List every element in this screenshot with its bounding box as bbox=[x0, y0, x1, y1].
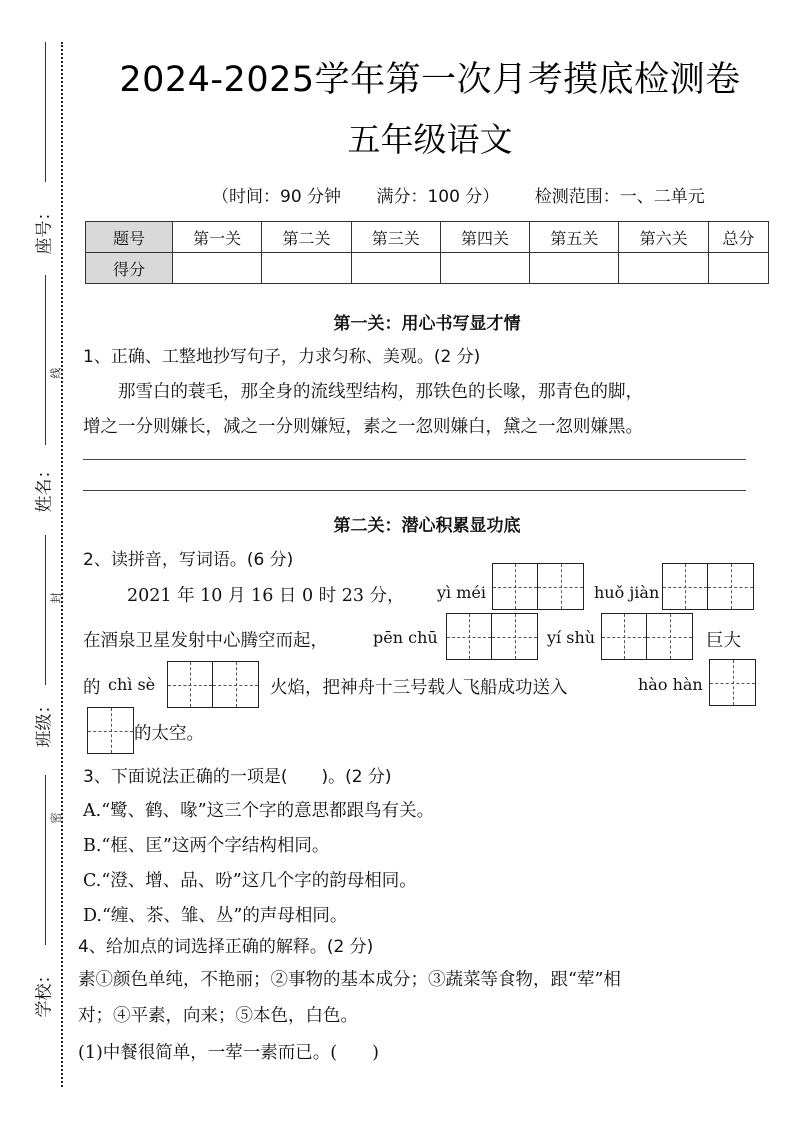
q3-option-d: D.“缠、茶、雏、丛”的声母相同。 bbox=[83, 906, 348, 926]
question-2: 2、读拼音，写词语。(6 分) bbox=[83, 550, 294, 570]
write-grid-penchu[interactable] bbox=[446, 613, 538, 660]
time-info: （时间：90 分钟 bbox=[212, 187, 342, 207]
score-entry-cell[interactable] bbox=[440, 253, 529, 284]
answer-line-1[interactable] bbox=[83, 459, 746, 460]
question-1: 1、正确、工整地抄写句子，力求匀称、美观。(2 分) bbox=[83, 347, 481, 367]
write-grid-haohan-1[interactable] bbox=[709, 659, 756, 706]
q4-definitions-line-2: 对；④平素，向来；⑤本色，白色。 bbox=[78, 1006, 358, 1026]
write-grid-yimei[interactable] bbox=[492, 563, 584, 610]
section2-title: 第二关：潜心积累显功底 bbox=[333, 516, 521, 536]
score-table-score-row bbox=[86, 253, 769, 284]
score-entry-cell[interactable] bbox=[530, 253, 619, 284]
write-grid-huojian[interactable] bbox=[662, 563, 754, 610]
score-entry-cell[interactable] bbox=[619, 253, 708, 284]
binding-dotted-line bbox=[61, 42, 63, 1087]
copy-sentence-line-2: 增之一分则嫌长，减之一分则嫌短，素之一忽则嫌白，黛之一忽则嫌黑。 bbox=[83, 417, 643, 437]
pinyin-chise: chì sè bbox=[108, 675, 156, 694]
question-3: 3、下面说法正确的一项是( )。(2 分) bbox=[83, 767, 392, 787]
score-info: 满分：100 分） bbox=[376, 187, 500, 207]
section1-title: 第一关：用心书写显才情 bbox=[333, 314, 521, 334]
score-table-header-row bbox=[86, 222, 769, 253]
seat-label: 座号： bbox=[34, 203, 55, 255]
name-label: 姓名： bbox=[34, 461, 55, 513]
pinyin-text-line-2-end: 巨大 bbox=[706, 631, 741, 651]
pinyin-text-line-4: 的太空。 bbox=[134, 724, 204, 744]
score-table-cell: 第一关 bbox=[173, 222, 262, 253]
score-entry-cell[interactable] bbox=[708, 253, 768, 284]
pinyin-huojian: huǒ jiàn bbox=[594, 583, 660, 602]
q3-option-a: A.“鹭、鹤、喙”这三个字的意思都跟鸟有关。 bbox=[83, 801, 435, 821]
question-4: 4、给加点的词选择正确的解释。(2 分) bbox=[78, 937, 374, 957]
seal-mark-xian: 线 bbox=[49, 367, 63, 379]
score-table-cell: 第二关 bbox=[262, 222, 351, 253]
pinyin-text-line-3-mid: 火焰，把神舟十三号载人飞船成功送入 bbox=[270, 678, 568, 698]
score-row-label: 得分 bbox=[86, 253, 173, 284]
q3-option-b: B.“框、匡”这两个字结构相同。 bbox=[83, 836, 330, 856]
score-entry-cell[interactable] bbox=[173, 253, 262, 284]
score-table-cell: 第四关 bbox=[440, 222, 529, 253]
pinyin-text-line-2: 在酒泉卫星发射中心腾空而起， bbox=[83, 631, 328, 651]
score-table-cell: 第六关 bbox=[619, 222, 708, 253]
school-label: 学校： bbox=[34, 966, 55, 1018]
class-label: 班级： bbox=[34, 696, 55, 748]
range-info: 检测范围：一、二单元 bbox=[534, 187, 705, 207]
exam-meta bbox=[212, 182, 735, 207]
score-table-cell: 第五关 bbox=[530, 222, 619, 253]
pinyin-penchu: pēn chū bbox=[373, 628, 438, 647]
seal-mark-feng: 封 bbox=[49, 592, 63, 604]
pinyin-text-line-1: 2021 年 10 月 16 日 0 时 23 分， bbox=[127, 586, 405, 606]
seal-mark-mi: 密 bbox=[49, 812, 63, 824]
exam-subtitle: 五年级语文 bbox=[347, 120, 513, 159]
score-table-cell: 第三关 bbox=[351, 222, 440, 253]
q4-definitions-line-1: 素①颜色单纯，不艳丽；②事物的基本成分；③蔬菜等食物，跟“荤”相 bbox=[78, 970, 621, 990]
pinyin-yimei: yì méi bbox=[437, 583, 486, 602]
school-underline bbox=[45, 775, 46, 945]
score-table-cell: 题号 bbox=[86, 222, 173, 253]
pinyin-yishu: yí shù bbox=[547, 628, 596, 647]
write-grid-yishu[interactable] bbox=[601, 613, 693, 660]
seat-underline bbox=[45, 42, 46, 182]
answer-line-2[interactable] bbox=[83, 490, 746, 491]
q4-sub-question-1: (1)中餐很简单，一荤一素而已。( ) bbox=[78, 1043, 379, 1063]
class-underline bbox=[45, 535, 46, 685]
q3-option-c: C.“澄、增、品、吩”这几个字的韵母相同。 bbox=[83, 871, 417, 891]
exam-title: 2024-2025学年第一次月考摸底检测卷 bbox=[119, 60, 741, 100]
write-grid-haohan-2[interactable] bbox=[87, 707, 134, 754]
copy-sentence-line-1: 那雪白的蓑毛，那全身的流线型结构，那铁色的长喙，那青色的脚， bbox=[118, 382, 643, 402]
score-table bbox=[85, 221, 769, 284]
pinyin-text-line-3: 的 bbox=[83, 678, 101, 698]
write-grid-chise[interactable] bbox=[167, 661, 259, 708]
score-table-cell: 总分 bbox=[708, 222, 768, 253]
score-entry-cell[interactable] bbox=[351, 253, 440, 284]
name-underline bbox=[45, 275, 46, 445]
pinyin-haohan: hào hàn bbox=[638, 675, 703, 694]
score-entry-cell[interactable] bbox=[262, 253, 351, 284]
